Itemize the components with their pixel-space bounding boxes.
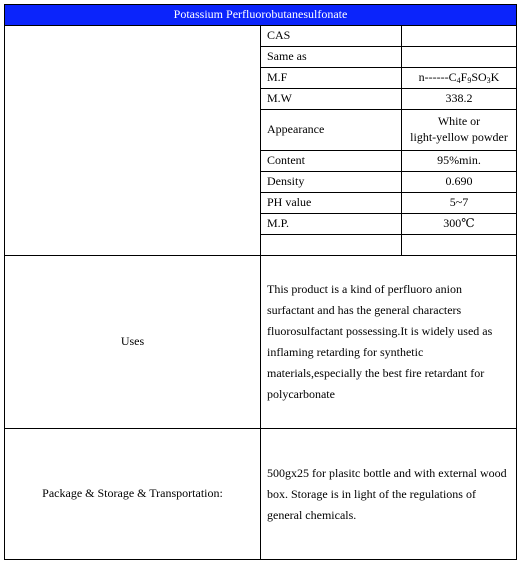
- properties-cell: [261, 26, 517, 256]
- property-label: M.W: [261, 89, 402, 110]
- uses-row: [5, 256, 517, 429]
- appearance-line: White or: [437, 114, 481, 129]
- properties-row: [5, 26, 517, 256]
- property-label: Content: [261, 151, 402, 172]
- property-row-mw: [261, 89, 516, 110]
- property-row-ph: [261, 193, 516, 214]
- property-label: Density: [261, 172, 402, 193]
- property-row-cas: [261, 26, 516, 47]
- formula-part: K: [490, 70, 500, 85]
- property-row-mp: [261, 214, 516, 235]
- property-row-mf: [261, 68, 516, 89]
- property-value: [402, 26, 517, 47]
- property-row-content: [261, 151, 516, 172]
- uses-label: Uses: [5, 256, 261, 429]
- formula-subscript: 4: [456, 76, 461, 86]
- property-label: Same as: [261, 47, 402, 68]
- property-label: Appearance: [261, 110, 402, 151]
- property-row-density: [261, 172, 516, 193]
- package-text: 500gx25 for plasitc bottle and with external wood box. Storage is in light of the regulations of general chemicals.: [261, 429, 517, 560]
- property-label: M.P.: [261, 214, 402, 235]
- formula-part: F: [460, 70, 468, 85]
- properties-table: [261, 26, 516, 255]
- property-label: CAS: [261, 26, 402, 47]
- properties-blank-cell: [5, 26, 261, 256]
- formula-subscript: 9: [467, 76, 472, 86]
- property-value: 338.2: [402, 89, 517, 110]
- property-value: [402, 235, 517, 256]
- property-row-empty: [261, 235, 516, 256]
- property-value: 0.690: [402, 172, 517, 193]
- property-value-formula: [402, 68, 517, 89]
- property-value: 5~7: [402, 193, 517, 214]
- formula-subscript: 3: [486, 76, 491, 86]
- formula-part: SO: [471, 70, 487, 85]
- product-spec-table: [4, 4, 517, 560]
- property-label: [261, 235, 402, 256]
- package-row: [5, 429, 517, 560]
- formula-part: n------C: [418, 70, 457, 85]
- property-value: 95%min.: [402, 151, 517, 172]
- property-value: [402, 47, 517, 68]
- property-row-same-as: [261, 47, 516, 68]
- product-title: Potassium Perfluorobutanesulfonate: [5, 5, 517, 26]
- property-value: [402, 110, 517, 151]
- property-row-appearance: [261, 110, 516, 151]
- property-value: 300℃: [402, 214, 517, 235]
- property-label: M.F: [261, 68, 402, 89]
- uses-text: This product is a kind of perfluoro anion surfactant and has the general characters fluorosulfactant possessing.It is widely used as inflaming retarding for synthetic materials,especially the best fire retardant for polycarbonate: [261, 256, 517, 429]
- package-label: Package & Storage & Transportation:: [5, 429, 261, 560]
- title-row: [5, 5, 517, 26]
- property-label: PH value: [261, 193, 402, 214]
- appearance-line: light-yellow powder: [410, 130, 508, 144]
